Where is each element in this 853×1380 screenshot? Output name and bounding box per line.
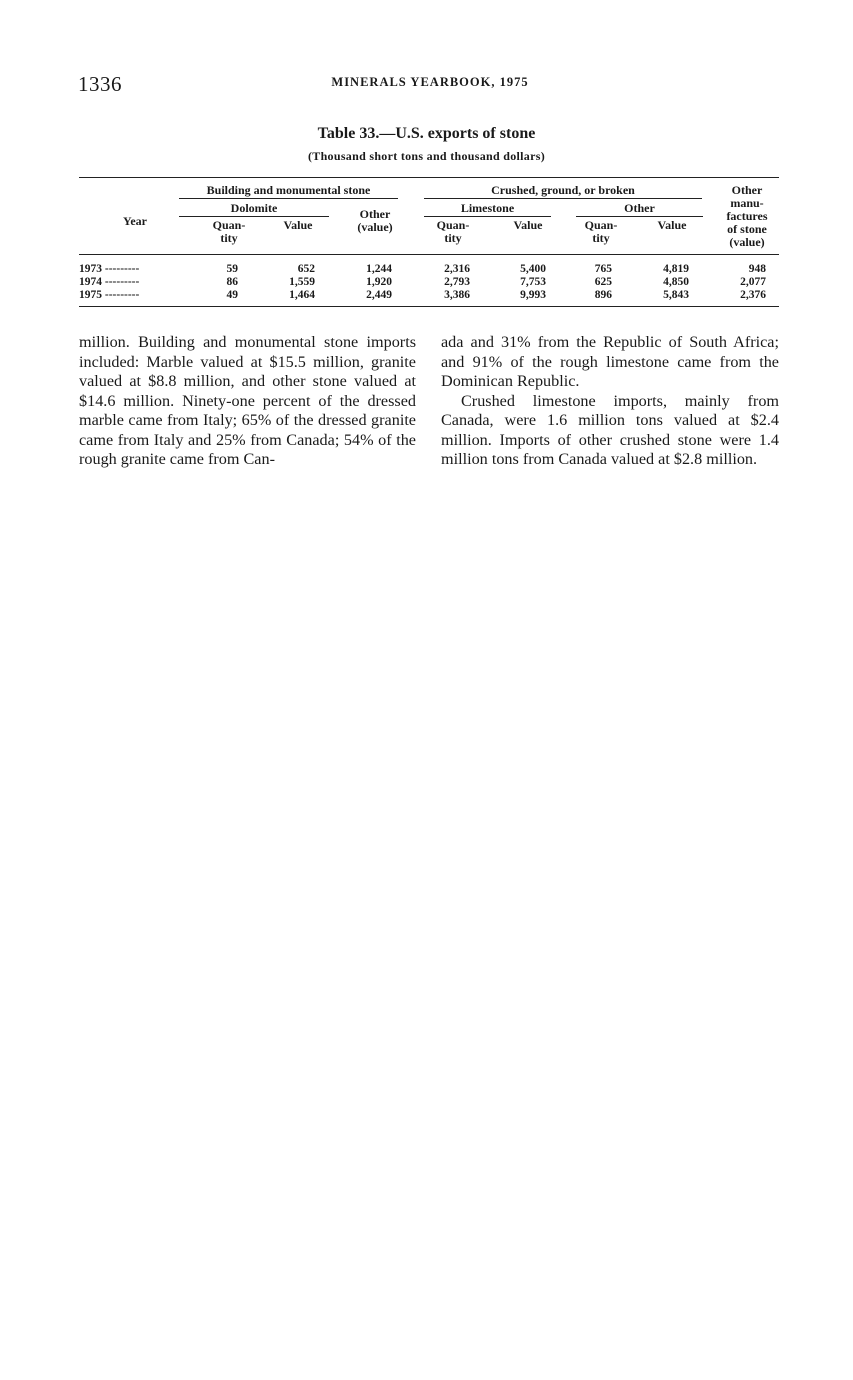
row-year: 1973 --------- bbox=[79, 263, 140, 275]
cell-limestone-value: 7,753 bbox=[520, 276, 546, 288]
header-quantity-line1: Quan- bbox=[212, 218, 246, 232]
cell-other-crushed-value: 4,819 bbox=[663, 263, 689, 275]
table-title: Table 33.—U.S. exports of stone bbox=[317, 125, 536, 142]
body-left-column bbox=[79, 333, 416, 470]
header-quantity-line2: tity bbox=[444, 231, 462, 245]
row-year: 1975 --------- bbox=[79, 289, 140, 301]
header-crushed-group: Crushed, ground, or broken bbox=[491, 183, 635, 197]
cell-dolomite-value: 1,559 bbox=[289, 276, 315, 288]
header-limestone-quantity bbox=[424, 219, 482, 245]
page-number: 1336 bbox=[78, 72, 122, 96]
header-year: Year bbox=[123, 214, 147, 228]
cell-dolomite-quantity: 59 bbox=[226, 263, 238, 275]
header-other-crushed-quantity bbox=[572, 219, 630, 245]
cell-other-crushed-quantity: 625 bbox=[594, 276, 612, 288]
cell-other-crushed-quantity: 765 bbox=[594, 263, 612, 275]
limestone-rule bbox=[424, 216, 551, 217]
table-top-rule bbox=[79, 177, 779, 178]
table-header-bottom-rule bbox=[79, 254, 779, 255]
header-quantity-line2: tity bbox=[592, 231, 610, 245]
header-building-group: Building and monumental stone bbox=[206, 183, 371, 197]
cell-dolomite-quantity: 49 bbox=[226, 289, 238, 301]
header-limestone: Limestone bbox=[460, 201, 515, 215]
header-manufactures bbox=[712, 184, 782, 249]
cell-other-value: 1,920 bbox=[366, 276, 392, 288]
header-manufactures-line3: factures bbox=[726, 209, 768, 223]
header-dolomite-quantity bbox=[198, 219, 260, 245]
right-column-paragraph-1: ada and 31% from the Republic of South Africa; and 91% of the rough limestone came from the Dominican Republic. bbox=[441, 333, 779, 390]
cell-other-value: 1,244 bbox=[366, 263, 392, 275]
header-quantity-line1: Quan- bbox=[584, 218, 618, 232]
cell-dolomite-quantity: 86 bbox=[226, 276, 238, 288]
building-group-rule bbox=[179, 198, 398, 199]
header-other-crushed: Other bbox=[624, 201, 655, 215]
header-other-value bbox=[340, 208, 410, 234]
cell-limestone-quantity: 2,793 bbox=[444, 276, 470, 288]
dolomite-rule bbox=[179, 216, 329, 217]
header-other-line1: Other bbox=[359, 207, 391, 221]
cell-limestone-quantity: 3,386 bbox=[444, 289, 470, 301]
cell-other-crushed-value: 5,843 bbox=[663, 289, 689, 301]
header-other-crushed-value: Value bbox=[657, 218, 687, 232]
header-limestone-value: Value bbox=[513, 218, 543, 232]
cell-manufactures: 2,376 bbox=[740, 289, 766, 301]
header-manufactures-line2: manu- bbox=[730, 196, 764, 210]
cell-limestone-quantity: 2,316 bbox=[444, 263, 470, 275]
crushed-group-rule bbox=[424, 198, 702, 199]
table-bottom-rule bbox=[79, 306, 779, 307]
cell-other-crushed-quantity: 896 bbox=[594, 289, 612, 301]
header-dolomite: Dolomite bbox=[230, 201, 278, 215]
cell-other-crushed-value: 4,850 bbox=[663, 276, 689, 288]
header-quantity-line1: Quan- bbox=[436, 218, 470, 232]
right-column-paragraph-2: Crushed limestone imports, mainly from Canada, were 1.6 million tons valued at $2.4 million. Imports of other crushed stone were 1.4 million tons from Canada valued at $2.8 million. bbox=[441, 391, 779, 468]
cell-dolomite-value: 652 bbox=[297, 263, 315, 275]
header-other-line2: (value) bbox=[357, 220, 393, 234]
header-dolomite-value: Value bbox=[283, 218, 313, 232]
header-manufactures-line1: Other bbox=[731, 183, 763, 197]
table-subtitle: (Thousand short tons and thousand dollars) bbox=[307, 149, 545, 163]
cell-limestone-value: 9,993 bbox=[520, 289, 546, 301]
cell-manufactures: 948 bbox=[748, 263, 766, 275]
cell-dolomite-value: 1,464 bbox=[289, 289, 315, 301]
body-right-column bbox=[441, 333, 779, 470]
cell-other-value: 2,449 bbox=[366, 289, 392, 301]
header-quantity-line2: tity bbox=[220, 231, 238, 245]
header-manufactures-line4: of stone bbox=[727, 222, 767, 236]
header-manufactures-line5: (value) bbox=[729, 235, 765, 249]
cell-manufactures: 2,077 bbox=[740, 276, 766, 288]
cell-limestone-value: 5,400 bbox=[520, 263, 546, 275]
row-year: 1974 --------- bbox=[79, 276, 140, 288]
running-title: MINERALS YEARBOOK, 1975 bbox=[331, 75, 529, 89]
other-crushed-rule bbox=[576, 216, 703, 217]
left-column-paragraph: million. Building and monumental stone imports included: Marble valued at $15.5 million, granite valued at $8.8 million, and other stone valued at $14.6 million. Ninety-one percent of the dressed marble came from Italy; 65% of the dressed granite came from Italy and 25% from Canada; 54% of the rough granite came from Can- bbox=[79, 333, 416, 468]
